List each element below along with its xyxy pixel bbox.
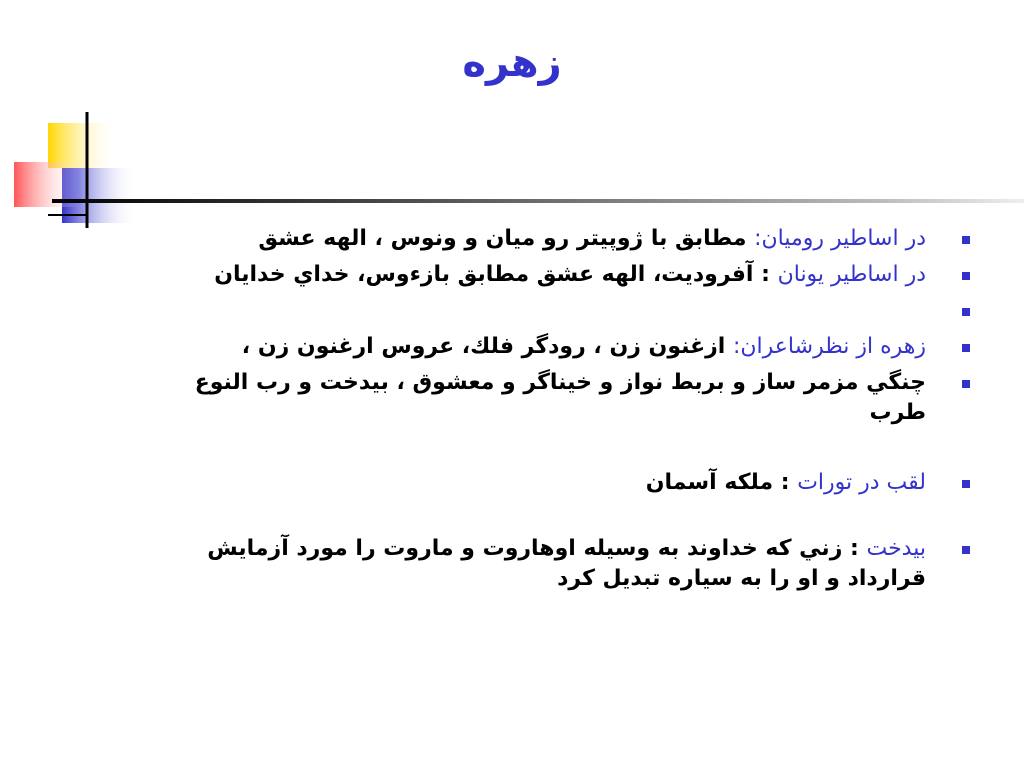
list-item xyxy=(150,260,970,290)
item-text: مطابق با ژوپيتر رو ميان و ونوس ، الهه عشق xyxy=(258,226,755,251)
title-rule xyxy=(52,199,1024,203)
slide-title: زهره xyxy=(462,40,562,86)
bullet-square-icon xyxy=(962,380,970,388)
bullet-square-icon xyxy=(962,546,970,554)
list-item xyxy=(150,332,970,362)
bullet-square-icon xyxy=(962,344,970,352)
bullet-list xyxy=(150,224,970,600)
list-item xyxy=(150,296,970,326)
bullet-square-icon xyxy=(962,272,970,280)
item-text: : ملكه آسمان xyxy=(645,470,798,495)
list-item xyxy=(150,534,970,594)
item-text: ازغنون زن ، رودگر فلك، عروس ارغنون زن ، xyxy=(241,334,733,359)
bullet-square-icon xyxy=(962,308,970,316)
bullet-square-icon xyxy=(962,236,970,244)
item-text: : زني كه خداوند به وسيله اوهاروت و ماروت را مورد آزمايش قرارداد و او را به سياره تبديل كرد xyxy=(207,536,926,591)
item-label: بيدخت xyxy=(866,536,926,561)
item-text: چنگي مزمر ساز و بربط نواز و خيناگر و معشوق ، بيدخت و رب النوع طرب xyxy=(194,370,926,425)
item-label: زهره از نظرشاعران: xyxy=(732,334,926,359)
corner-decoration xyxy=(0,100,160,240)
list-item xyxy=(150,224,970,254)
list-item xyxy=(150,468,970,498)
item-label: در اساطير يونان xyxy=(777,262,926,287)
item-text: : آفروديت، الهه عشق مطابق بازءوس، خداي خدايان xyxy=(214,262,778,287)
item-label: لقب در تورات xyxy=(797,470,926,495)
list-item xyxy=(150,368,970,428)
item-label: در اساطير روميان: xyxy=(754,226,926,251)
decor-yellow-square xyxy=(48,123,118,168)
bullet-square-icon xyxy=(962,480,970,488)
